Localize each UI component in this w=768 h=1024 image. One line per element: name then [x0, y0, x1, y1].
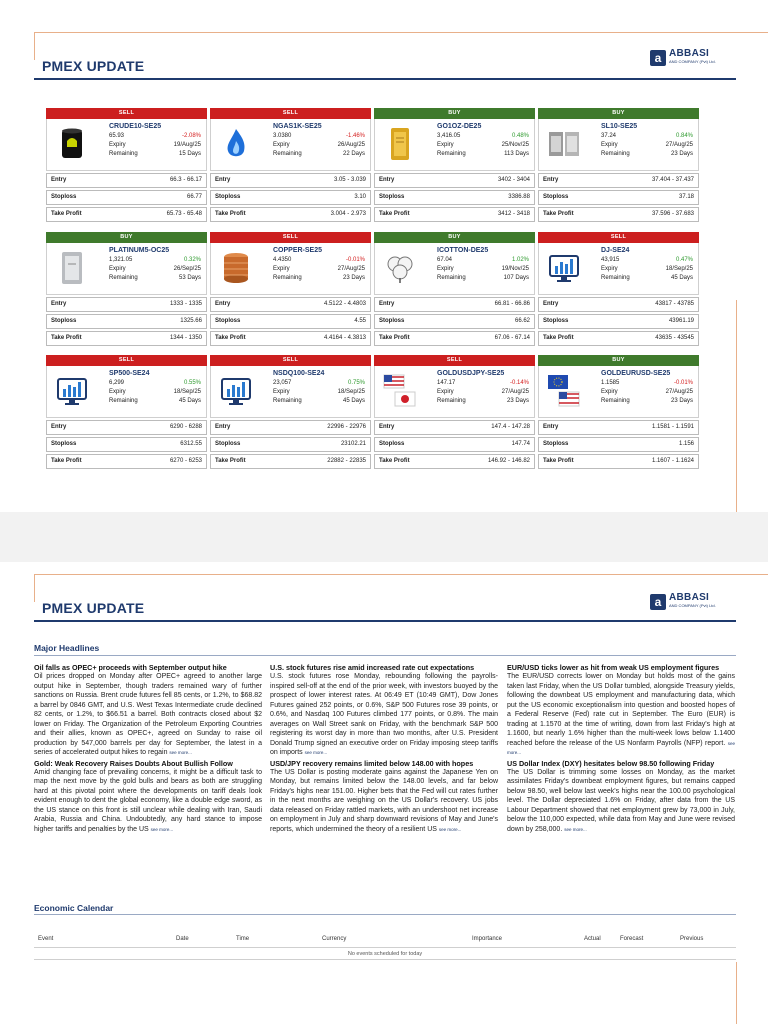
remaining-value: 23 Days — [506, 398, 529, 404]
remaining-label: Remaining — [273, 398, 302, 404]
stoploss-value: 3.10 — [354, 194, 366, 200]
instrument-symbol: GO1OZ-DE25 — [437, 123, 482, 130]
instrument-info — [210, 366, 371, 418]
take-profit-value: 3412 - 3418 — [497, 211, 530, 217]
expiry-value: 27/Aug/25 — [501, 389, 529, 395]
expiry-label: Expiry — [109, 142, 126, 148]
entry-label: Entry — [543, 177, 559, 183]
take-profit-row — [210, 207, 371, 222]
remaining-label: Remaining — [601, 151, 630, 157]
instrument-symbol: DJ-SE24 — [601, 247, 630, 254]
price-change: 0.32% — [183, 257, 201, 263]
expiry-label: Expiry — [601, 389, 618, 395]
calendar-rule — [34, 914, 736, 915]
trade-card-goldusdjpy-se25 — [374, 355, 535, 473]
expiry-label: Expiry — [109, 266, 126, 272]
remaining-value: 22 Days — [342, 151, 365, 157]
take-profit-row — [46, 454, 207, 469]
remaining-label: Remaining — [437, 151, 466, 157]
signal-badge: SELL — [538, 232, 699, 243]
company-logo: a ABBASI AND COMPANY (Pvt) Ltd. — [650, 50, 716, 66]
stock-chart-icon — [545, 250, 583, 286]
stoploss-label: Stoploss — [215, 194, 241, 200]
stoploss-row — [46, 437, 207, 452]
usd-jpy-flags-icon — [381, 373, 419, 409]
signal-badge: SELL — [46, 108, 207, 119]
trade-card-copper-se25 — [210, 232, 371, 350]
stoploss-label: Stoploss — [379, 441, 405, 447]
remaining-value: 23 Days — [670, 151, 693, 157]
instrument-symbol: GOLDUSDJPY-SE25 — [437, 370, 505, 377]
instrument-info — [538, 366, 699, 418]
take-profit-label: Take Profit — [543, 211, 574, 217]
header-rule — [34, 78, 736, 80]
stoploss-value: 66.62 — [514, 318, 530, 324]
take-profit-label: Take Profit — [379, 211, 410, 217]
price-change: 0.48% — [511, 133, 529, 139]
remaining-label: Remaining — [273, 275, 302, 281]
take-profit-row — [538, 454, 699, 469]
logo-mark-icon: a — [650, 594, 666, 610]
news-item — [270, 759, 498, 835]
last-price: 1,321.05 — [109, 257, 133, 263]
news-item — [270, 663, 498, 758]
page-title-2: PMEX UPDATE — [42, 600, 145, 616]
company-logo-2: a ABBASI AND COMPANY (Pvt) Ltd. — [650, 594, 716, 610]
expiry-value: 27/Aug/25 — [337, 266, 365, 272]
trade-card-ngas1k-se25 — [210, 108, 371, 226]
news-headline: U.S. stock futures rise amid increased rate cut expectations — [270, 663, 475, 672]
price-change: 0.47% — [675, 257, 693, 263]
instrument-info — [46, 119, 207, 171]
stoploss-label: Stoploss — [543, 441, 569, 447]
entry-label: Entry — [215, 177, 231, 183]
entry-row — [46, 420, 207, 435]
page-frame-top — [34, 32, 768, 33]
take-profit-row — [210, 454, 371, 469]
col-forecast: Forecast — [620, 936, 644, 942]
take-profit-label: Take Profit — [51, 211, 82, 217]
stoploss-value: 37.18 — [678, 194, 694, 200]
signal-badge: SELL — [46, 355, 207, 366]
signal-badge: SELL — [374, 355, 535, 366]
signal-badge: BUY — [538, 355, 699, 366]
take-profit-value: 146.92 - 146.82 — [487, 458, 530, 464]
take-profit-value: 65.73 - 65.48 — [166, 211, 202, 217]
instrument-info — [374, 119, 535, 171]
instrument-symbol: COPPER-SE25 — [273, 247, 323, 254]
gold-bar-icon — [381, 126, 419, 162]
take-profit-value: 22882 - 22835 — [327, 458, 366, 464]
instrument-info — [538, 119, 699, 171]
entry-row — [374, 420, 535, 435]
stoploss-row — [46, 190, 207, 205]
news-body: The EUR/USD corrects lower on Monday but holds most of the gains taken last Friday, when the US Dollar tumbled, alongside Treasury yields, following the downbeat US employment and manufacturing data, which put the US economic exceptionalism into question and boosted hopes of a Federal Reserve (Fed) rate cut in September. The Euro (EUR) is trading at 1.1570 at the time of writing, down from last Friday's high at 1.1600, but nearly 1.6% higher than the multi-week lows below 1.1400 reached before the release of the US Nonfarm Payrolls (NFP) report. — [507, 673, 735, 747]
entry-label: Entry — [51, 177, 67, 183]
expiry-label: Expiry — [601, 266, 618, 272]
take-profit-row — [538, 207, 699, 222]
trade-card-platinum5-oc25 — [46, 232, 207, 350]
price-change: -1.46% — [345, 133, 365, 139]
page-frame-left — [34, 32, 35, 60]
entry-label: Entry — [215, 424, 231, 430]
remaining-label: Remaining — [109, 151, 138, 157]
take-profit-label: Take Profit — [51, 458, 82, 464]
instrument-symbol: GOLDEURUSD-SE25 — [601, 370, 671, 377]
expiry-value: 19/Aug/25 — [173, 142, 201, 148]
take-profit-label: Take Profit — [51, 335, 82, 341]
calendar-empty-row: No events scheduled for today — [34, 948, 736, 960]
signal-badge: BUY — [374, 108, 535, 119]
expiry-value: 26/Aug/25 — [337, 142, 365, 148]
entry-value: 43817 - 43785 — [655, 301, 694, 307]
trade-card-icotton-de25 — [374, 232, 535, 350]
stoploss-label: Stoploss — [379, 318, 405, 324]
copper-coil-icon — [217, 250, 255, 286]
entry-label: Entry — [215, 301, 231, 307]
stoploss-row — [210, 190, 371, 205]
instrument-info — [46, 366, 207, 418]
price-change: -2.08% — [181, 133, 201, 139]
entry-label: Entry — [379, 301, 395, 307]
news-body: The US Dollar is posting moderate gains against the Japanese Yen on Monday, but remains limited below the 148.00 levels, and far below Friday's highs near 151.00. Higher bets that the Fed will cut rates further in the next months are weighing on the US Dollar's recovery. US jobs data released on Friday rattled markets, with an undershoot net increase on employment in July and sharp downward revisions of May and June's reports, which undermined the theory of a resilient US — [270, 768, 498, 833]
entry-value: 66.81 - 66.86 — [494, 301, 530, 307]
remaining-value: 15 Days — [178, 151, 201, 157]
last-price: 37.24 — [601, 133, 617, 139]
remaining-label: Remaining — [273, 151, 302, 157]
news-headline: Oil falls as OPEC+ proceeds with September output hike — [34, 663, 227, 672]
stoploss-row — [210, 437, 371, 452]
signal-badge: SELL — [210, 108, 371, 119]
entry-value: 22996 - 22976 — [327, 424, 366, 430]
stoploss-value: 66.77 — [186, 194, 202, 200]
entry-label: Entry — [379, 177, 395, 183]
see-more-link[interactable]: see more... — [564, 826, 587, 832]
instrument-symbol: SP500-SE24 — [109, 370, 150, 377]
entry-value: 3402 - 3404 — [497, 177, 530, 183]
expiry-label: Expiry — [273, 266, 290, 272]
remaining-label: Remaining — [109, 275, 138, 281]
take-profit-label: Take Profit — [379, 335, 410, 341]
eur-usd-flags-icon — [545, 373, 583, 409]
last-price: 3,416.05 — [437, 133, 461, 139]
news-column-3 — [507, 663, 735, 835]
instrument-info — [538, 243, 699, 295]
signal-badge: BUY — [538, 108, 699, 119]
header-rule — [34, 620, 736, 622]
entry-value: 3.05 - 3.039 — [333, 177, 366, 183]
expiry-value: 18/Sep/25 — [173, 389, 201, 395]
expiry-label: Expiry — [437, 142, 454, 148]
stoploss-label: Stoploss — [51, 318, 77, 324]
oil-barrel-icon — [53, 126, 91, 162]
entry-label: Entry — [51, 424, 67, 430]
trade-card-goldeurusd-se25 — [538, 355, 699, 473]
entry-label: Entry — [543, 424, 559, 430]
expiry-value: 27/Aug/25 — [665, 142, 693, 148]
remaining-value: 53 Days — [178, 275, 201, 281]
news-body: The US Dollar is trimming some losses on Monday, as the market assimilates Friday's downbeat employment figures, but remains capped below 98.50, well below last week's highs near the 100.00 psychological level. The Dollar depreciated 1.6% on Friday, after data from the US Labour Department showed that net employment grew by 73,000 in July, below the 110,000 expected, while data from May and June were revised down by 258,000. — [507, 768, 735, 833]
take-profit-row — [210, 331, 371, 346]
take-profit-row — [46, 331, 207, 346]
remaining-label: Remaining — [601, 275, 630, 281]
take-profit-label: Take Profit — [215, 458, 246, 464]
news-body: Oil prices dropped on Monday after OPEC+ agreed to another large output hike in September, though traders remained wary of further sanctions on Russia. Brent crude futures fell 85 cents, or 1.2%, to $68.82 a barrel by 0846 GMT, and U.S. West Texas Intermediate crude declined 82 cents, or 1.2%, to $66.51 a barrel. Both contracts closed about $2 lower on Friday. The Organization of the Petroleum Exporting Countries and their allies, known as OPEC+, agreed on Sunday to raise oil production by 547,000 barrels per day for September, the latest in a series of accelerated output hikes to regain — [34, 673, 262, 757]
entry-row — [210, 420, 371, 435]
entry-label: Entry — [51, 301, 67, 307]
logo-mark-icon: a — [650, 50, 666, 66]
news-body: Amid changing face of prevailing concerns, it might be a difficult task to map the next move by the gold bulls and bears as both are struggling hard at this pivotal point where the developments on tariff deals look evident enough to dent the global economy, like a double edge sword, as the US stance on this front is still unclear while dealing with Iran, Saudi Arabia, Russia and China. Undoubtedly, any hard stance to impose higher tariffs and penalties by the US — [34, 768, 262, 833]
take-profit-value: 4.4164 - 4.3813 — [323, 335, 366, 341]
price-change: 0.55% — [183, 380, 201, 386]
stoploss-value: 1.156 — [678, 441, 694, 447]
take-profit-value: 67.06 - 67.14 — [494, 335, 530, 341]
entry-value: 147.4 - 147.28 — [491, 424, 530, 430]
news-item — [507, 759, 735, 835]
news-column-1 — [34, 663, 262, 835]
news-headline: EUR/USD ticks lower as hit from weak US employment figures — [507, 663, 720, 672]
instrument-info — [210, 119, 371, 171]
entry-label: Entry — [543, 301, 559, 307]
remaining-value: 45 Days — [342, 398, 365, 404]
entry-row — [46, 297, 207, 312]
remaining-label: Remaining — [437, 398, 466, 404]
take-profit-value: 43635 - 43545 — [655, 335, 694, 341]
stoploss-value: 1325.66 — [180, 318, 202, 324]
page-frame-left — [34, 574, 35, 602]
col-importance: Importance — [472, 936, 503, 942]
take-profit-value: 6270 - 6253 — [169, 458, 202, 464]
instrument-symbol: NGAS1K-SE25 — [273, 123, 322, 130]
last-price: 6,299 — [109, 380, 125, 386]
economic-calendar-table — [34, 930, 736, 960]
instrument-info — [374, 366, 535, 418]
signal-badge: BUY — [46, 232, 207, 243]
page-title: PMEX UPDATE — [42, 58, 145, 74]
stoploss-label: Stoploss — [543, 318, 569, 324]
headlines-section-title: Major Headlines — [34, 643, 100, 653]
entry-row — [538, 297, 699, 312]
stoploss-value: 3386.88 — [508, 194, 530, 200]
stoploss-label: Stoploss — [215, 318, 241, 324]
stock-chart-icon — [217, 373, 255, 409]
headlines-rule — [34, 655, 736, 656]
take-profit-row — [374, 454, 535, 469]
stoploss-value: 4.55 — [354, 318, 366, 324]
col-currency: Currency — [322, 936, 347, 942]
entry-row — [374, 297, 535, 312]
expiry-label: Expiry — [273, 142, 290, 148]
see-more-link[interactable]: see more... — [438, 826, 462, 832]
expiry-label: Expiry — [109, 389, 126, 395]
price-change: -0.14% — [509, 380, 529, 386]
remaining-label: Remaining — [437, 275, 466, 281]
remaining-label: Remaining — [601, 398, 630, 404]
stoploss-label: Stoploss — [51, 194, 77, 200]
stoploss-value: 43961.19 — [668, 318, 694, 324]
remaining-value: 45 Days — [670, 275, 693, 281]
instrument-symbol: ICOTTON-DE25 — [437, 247, 489, 254]
instrument-info — [374, 243, 535, 295]
signal-badge: SELL — [210, 232, 371, 243]
price-change: -0.01% — [673, 380, 693, 386]
platinum-bar-icon — [53, 250, 91, 286]
trade-card-go1oz-de25 — [374, 108, 535, 226]
instrument-symbol: CRUDE10-SE25 — [109, 123, 162, 130]
expiry-label: Expiry — [437, 389, 454, 395]
price-change: 0.84% — [675, 133, 693, 139]
stoploss-value: 23102.21 — [340, 441, 366, 447]
remaining-label: Remaining — [109, 398, 138, 404]
stoploss-row — [46, 314, 207, 329]
expiry-value: 26/Sep/25 — [173, 266, 201, 272]
page-frame-right — [736, 962, 737, 1024]
col-time: Time — [236, 936, 250, 942]
expiry-value: 18/Sep/25 — [665, 266, 693, 272]
news-body: U.S. stock futures rose Monday, rebounding following the payrolls-inspired sell-off at the end of the prior week, with investors buoyed by the prospect of lower interest rates. At 06:49 ET (10:49 GMT), Dow Jones Futures gained 252 points, or 0.6%, S&P 500 Futures rose 39 points, or 0.6%, and Nasdaq 100 Futures climbed 177 points, or 0.8%. The main averages on Wall Street sank on Friday, with the benchmark S&P 500 registering its worst day in more than two months, after U.S. President Donald Trump signed an executive order on Friday imposing steep tariffs on imports — [270, 673, 498, 757]
last-price: 3.0380 — [273, 133, 292, 139]
trade-card-nsdq100-se24 — [210, 355, 371, 473]
trade-card-sp500-se24 — [46, 355, 207, 473]
calendar-header-row — [34, 930, 736, 948]
news-item — [507, 663, 735, 758]
entry-row — [210, 297, 371, 312]
entry-value: 6290 - 6288 — [169, 424, 202, 430]
take-profit-label: Take Profit — [215, 335, 246, 341]
entry-row — [538, 173, 699, 188]
take-profit-value: 1.1607 - 1.1624 — [651, 458, 694, 464]
expiry-value: 27/Aug/25 — [665, 389, 693, 395]
instrument-symbol: SL10-SE25 — [601, 123, 638, 130]
entry-label: Entry — [379, 424, 395, 430]
page-frame-top — [34, 574, 768, 575]
col-previous: Previous — [680, 936, 704, 942]
price-change: -0.01% — [345, 257, 365, 263]
stoploss-row — [210, 314, 371, 329]
news-headline: US Dollar Index (DXY) hesitates below 98.50 following Friday — [507, 758, 715, 768]
see-more-link[interactable]: see more... — [150, 826, 174, 832]
last-price: 1.1585 — [601, 380, 620, 386]
take-profit-label: Take Profit — [543, 458, 574, 464]
stoploss-row — [538, 437, 699, 452]
calendar-section-title: Economic Calendar — [34, 903, 114, 913]
stoploss-value: 147.74 — [511, 441, 530, 447]
trade-card-sl10-se25 — [538, 108, 699, 226]
page-frame-right — [736, 300, 737, 512]
entry-row — [538, 420, 699, 435]
cotton-icon — [381, 250, 419, 286]
entry-row — [46, 173, 207, 188]
news-item — [34, 663, 262, 758]
stoploss-row — [374, 190, 535, 205]
stoploss-row — [538, 314, 699, 329]
col-event: Event — [38, 936, 54, 942]
expiry-label: Expiry — [437, 266, 454, 272]
stoploss-value: 6312.55 — [180, 441, 202, 447]
stoploss-label: Stoploss — [51, 441, 77, 447]
last-price: 43,915 — [601, 257, 620, 263]
stoploss-label: Stoploss — [543, 194, 569, 200]
entry-row — [374, 173, 535, 188]
take-profit-row — [374, 207, 535, 222]
take-profit-label: Take Profit — [215, 211, 246, 217]
stoploss-label: Stoploss — [379, 194, 405, 200]
col-date: Date — [176, 936, 189, 942]
remaining-value: 23 Days — [342, 275, 365, 281]
see-more-link[interactable]: see more... — [304, 750, 328, 756]
stoploss-row — [538, 190, 699, 205]
remaining-value: 23 Days — [670, 398, 693, 404]
stoploss-label: Stoploss — [215, 441, 241, 447]
take-profit-row — [538, 331, 699, 346]
gas-flame-icon — [217, 126, 255, 162]
entry-row — [210, 173, 371, 188]
instrument-info — [210, 243, 371, 295]
instrument-symbol: PLATINUM5-OC25 — [109, 247, 170, 254]
news-headline: USD/JPY recovery remains limited below 148.00 with hopes — [270, 758, 474, 768]
last-price: 67.04 — [437, 257, 453, 263]
last-price: 23,057 — [273, 380, 292, 386]
entry-value: 4.5122 - 4.4803 — [323, 301, 366, 307]
trade-card-crude10-se25 — [46, 108, 207, 226]
trade-card-dj-se24 — [538, 232, 699, 350]
remaining-value: 45 Days — [178, 398, 201, 404]
last-price: 65.93 — [109, 133, 125, 139]
news-column-2 — [270, 663, 498, 835]
see-more-link[interactable]: see more... — [169, 750, 192, 756]
col-actual: Actual — [584, 936, 601, 942]
take-profit-value: 37.596 - 37.683 — [651, 211, 694, 217]
take-profit-value: 3.004 - 2.973 — [330, 211, 366, 217]
price-change: 1.02% — [511, 257, 529, 263]
trade-signal-grid — [46, 108, 700, 472]
see-more-link[interactable]: see more... — [507, 740, 735, 756]
price-change: 0.75% — [347, 380, 365, 386]
remaining-value: 107 Days — [503, 275, 529, 281]
take-profit-row — [46, 207, 207, 222]
take-profit-value: 1344 - 1350 — [169, 335, 202, 341]
last-price: 4.4350 — [273, 257, 292, 263]
remaining-value: 113 Days — [504, 151, 529, 157]
expiry-value: 25/Nov/25 — [501, 142, 529, 148]
last-price: 147.17 — [437, 380, 456, 386]
entry-value: 66.3 - 66.17 — [169, 177, 202, 183]
signal-badge: SELL — [210, 355, 371, 366]
expiry-value: 19/Nov/25 — [501, 266, 529, 272]
stock-chart-icon — [53, 373, 91, 409]
stoploss-row — [374, 314, 535, 329]
signal-badge: BUY — [374, 232, 535, 243]
news-item — [34, 759, 262, 835]
silver-bars-icon — [545, 126, 583, 162]
take-profit-label: Take Profit — [379, 458, 410, 464]
expiry-label: Expiry — [273, 389, 290, 395]
take-profit-row — [374, 331, 535, 346]
expiry-label: Expiry — [601, 142, 618, 148]
expiry-value: 18/Sep/25 — [337, 389, 365, 395]
stoploss-row — [374, 437, 535, 452]
entry-value: 1.1581 - 1.1591 — [651, 424, 694, 430]
entry-value: 1333 - 1335 — [169, 301, 202, 307]
instrument-symbol: NSDQ100-SE24 — [273, 370, 325, 377]
news-headline: Gold: Weak Recovery Raises Doubts About Bullish Follow — [34, 758, 233, 768]
take-profit-label: Take Profit — [543, 335, 574, 341]
entry-value: 37.404 - 37.437 — [651, 177, 694, 183]
instrument-info — [46, 243, 207, 295]
